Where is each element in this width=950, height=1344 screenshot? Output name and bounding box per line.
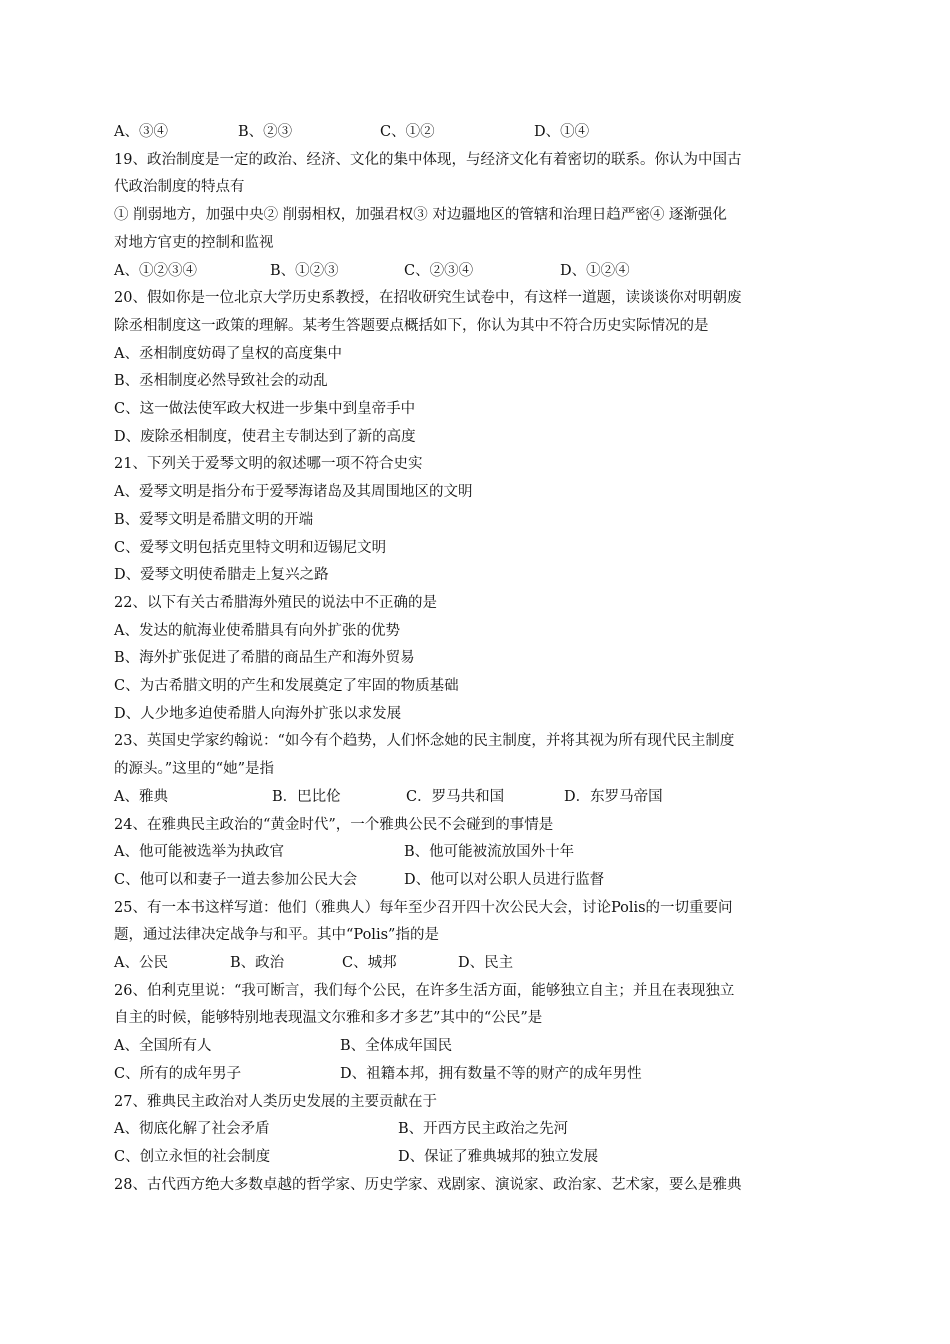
text-line: 21、下列关于爱琴文明的叙述哪一项不符合史实 xyxy=(114,456,423,473)
answer-option: D、保证了雅典城邦的独立发展 xyxy=(398,1148,599,1165)
text-line: 28、古代西方绝大多数卓越的哲学家、历史学家、戏剧家、演说家、政治家、艺术家，要么是雅典 xyxy=(114,1176,742,1193)
text-line: 25、有一本书这样写道：他们（雅典人）每年至少召开四十次公民大会，讨论Polis的一切重要问 xyxy=(114,899,733,916)
answer-option: B、全体成年国民 xyxy=(340,1038,453,1055)
text-line: ① 削弱地方，加强中央② 削弱相权，加强君权③ 对边疆地区的管辖和治理日趋严密④ 逐渐强化 xyxy=(114,207,727,224)
answer-option: B、②③ xyxy=(238,124,293,140)
answer-option: A、全国所有人 xyxy=(114,1038,212,1055)
text-line: 19、政治制度是一定的政治、经济、文化的集中体现，与经济文化有着密切的联系。你认为中国古 xyxy=(114,151,742,168)
text-line: 自主的时候，能够特别地表现温文尔雅和多才多艺”其中的“公民”是 xyxy=(114,1010,543,1027)
answer-option: C、①② xyxy=(380,124,435,140)
text-line: A、爱琴文明是指分布于爱琴海诸岛及其周围地区的文明 xyxy=(114,484,473,501)
answer-option: C、他可以和妻子一道去参加公民大会 xyxy=(114,871,358,888)
answer-option: D、①②④ xyxy=(560,262,630,279)
text-line: 对地方官吏的控制和监视 xyxy=(114,234,274,251)
text-line: 27、雅典民主政治对人类历史发展的主要贡献在于 xyxy=(114,1093,437,1110)
text-line: D、废除丞相制度，使君主专制达到了新的高度 xyxy=(114,428,416,445)
answer-option: D、祖籍本邦，拥有数量不等的财产的成年男性 xyxy=(340,1065,642,1082)
answer-option: D、民主 xyxy=(458,955,514,971)
text-line: C、这一做法使军政大权进一步集中到皇帝手中 xyxy=(114,401,416,417)
answer-option: B、①②③ xyxy=(270,262,339,279)
text-line: C、爱琴文明包括克里特文明和迈锡尼文明 xyxy=(114,539,387,556)
answer-option: C．罗马共和国 xyxy=(406,788,505,805)
text-line: 20、假如你是一位北京大学历史系教授，在招收研究生试卷中，有这样一道题，读谈谈你对明朝废 xyxy=(114,290,742,307)
text-line: 24、在雅典民主政治的“黄金时代”，一个雅典公民不会碰到的事情是 xyxy=(114,816,554,833)
options-line xyxy=(114,1147,844,1167)
text-line: D、人少地多迫使希腊人向海外扩张以求发展 xyxy=(114,705,402,722)
options-line xyxy=(114,261,844,281)
answer-option: D．东罗马帝国 xyxy=(564,788,663,805)
answer-option: A、雅典 xyxy=(114,788,168,805)
text-line: 代政治制度的特点有 xyxy=(114,179,245,196)
text-line: 26、伯利克里说：“我可断言，我们每个公民，在许多生活方面，能够独立自主；并且在表现独立 xyxy=(114,982,735,999)
answer-option: A、彻底化解了社会矛盾 xyxy=(114,1121,270,1138)
answer-option: A、公民 xyxy=(114,955,168,971)
answer-option: A、③④ xyxy=(114,124,168,140)
text-line: A、丞相制度妨碍了皇权的高度集中 xyxy=(114,345,342,362)
answer-option: B、政治 xyxy=(230,955,285,971)
answer-option: C、②③④ xyxy=(404,262,474,279)
answer-option: C、城邦 xyxy=(342,955,397,971)
text-line: 的源头。”这里的“她”是指 xyxy=(114,761,274,778)
text-line: 22、以下有关古希腊海外殖民的说法中不正确的是 xyxy=(114,594,437,611)
answer-option: B、开西方民主政治之先河 xyxy=(398,1121,569,1138)
text-line: 题，通过法律决定战争与和平。其中“Polis”指的是 xyxy=(114,927,439,944)
text-line: B、海外扩张促进了希腊的商品生产和海外贸易 xyxy=(114,650,415,667)
answer-option: A、他可能被选举为执政官 xyxy=(114,844,284,861)
options-line xyxy=(114,1036,844,1056)
text-line: 23、英国史学家约翰说：“如今有个趋势，人们怀念她的民主制度，并将其视为所有现代民主制度 xyxy=(114,733,735,750)
options-line xyxy=(114,1119,844,1139)
answer-option: D、他可以对公职人员进行监督 xyxy=(404,871,605,888)
text-line: B、爱琴文明是希腊文明的开端 xyxy=(114,511,314,528)
options-line xyxy=(114,953,844,973)
text-line: 除丞相制度这一政策的理解。某考生答题要点概括如下，你认为其中不符合历史实际情况的是 xyxy=(114,317,709,334)
options-line xyxy=(114,1064,844,1084)
text-line: B、丞相制度必然导致社会的动乱 xyxy=(114,373,328,390)
answer-option: C、创立永恒的社会制度 xyxy=(114,1148,271,1165)
text-line: A、发达的航海业使希腊具有向外扩张的优势 xyxy=(114,622,400,639)
answer-option: B、他可能被流放国外十年 xyxy=(404,844,575,861)
answer-option: A、①②③④ xyxy=(114,262,197,279)
answer-option: B．巴比伦 xyxy=(272,788,341,805)
options-line xyxy=(114,842,844,862)
text-line: D、爱琴文明使希腊走上复兴之路 xyxy=(114,567,329,584)
text-line: C、为古希腊文明的产生和发展奠定了牢固的物质基础 xyxy=(114,678,459,694)
options-line xyxy=(114,122,844,142)
answer-option: D、①④ xyxy=(534,124,590,140)
options-line xyxy=(114,870,844,890)
answer-option: C、所有的成年男子 xyxy=(114,1065,242,1082)
options-line xyxy=(114,787,844,807)
